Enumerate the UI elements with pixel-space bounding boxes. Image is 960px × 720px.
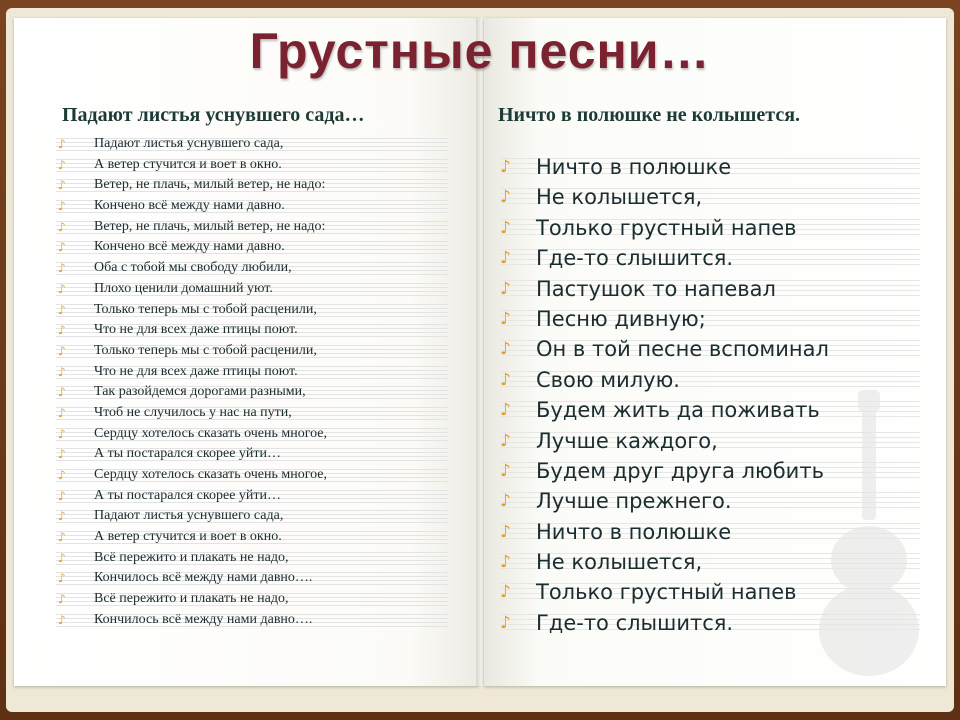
music-note-icon: ♪ bbox=[58, 571, 66, 586]
music-note-icon: ♪ bbox=[58, 261, 66, 276]
lyric-text: Падают листья уснувшего сада, bbox=[94, 136, 284, 151]
lyric-text: Ветер, не плачь, милый ветер, не надо: bbox=[94, 218, 326, 234]
left-song-title: Падают листья уснувшего сада… bbox=[62, 104, 365, 126]
lyric-line bbox=[56, 548, 448, 569]
lyric-text: Лучше прежнего. bbox=[536, 489, 732, 514]
lyric-line bbox=[500, 608, 920, 638]
music-note-icon: ♪ bbox=[500, 248, 511, 269]
lyric-line bbox=[56, 506, 448, 527]
right-song-lyrics bbox=[500, 152, 920, 638]
lyric-text: Ничто в полюшке bbox=[536, 155, 732, 179]
lyric-text: Только грустный напев bbox=[536, 580, 797, 605]
lyric-line bbox=[56, 527, 448, 548]
lyric-line bbox=[500, 456, 920, 486]
lyric-line bbox=[56, 424, 448, 445]
lyric-text: Кончено всё между нами давно. bbox=[94, 198, 285, 214]
music-note-icon: ♪ bbox=[500, 339, 511, 360]
music-note-icon: ♪ bbox=[500, 308, 511, 329]
music-note-icon: ♪ bbox=[58, 364, 66, 379]
music-note-icon: ♪ bbox=[500, 369, 511, 390]
music-note-icon: ♪ bbox=[58, 447, 66, 462]
music-note-icon: ♪ bbox=[500, 491, 511, 512]
music-note-icon: ♪ bbox=[58, 343, 66, 358]
lyric-line bbox=[500, 395, 920, 425]
lyric-line bbox=[56, 341, 448, 362]
lyric-text: Где-то слышится. bbox=[536, 246, 734, 271]
music-note-icon: ♪ bbox=[58, 157, 66, 172]
lyric-text: Не колышется, bbox=[536, 550, 703, 575]
music-note-icon: ♪ bbox=[58, 137, 66, 151]
lyric-text: Пастушок то напевал bbox=[536, 276, 776, 301]
lyric-text: Плохо ценили домашний уют. bbox=[94, 280, 273, 296]
lyric-line bbox=[56, 279, 448, 300]
music-note-icon: ♪ bbox=[500, 582, 511, 603]
lyric-text: Свою милую. bbox=[536, 367, 680, 392]
left-song-lyrics bbox=[56, 134, 448, 631]
music-note-icon: ♪ bbox=[58, 405, 66, 420]
lyric-line bbox=[56, 362, 448, 383]
lyric-text: Кончилось всё между нами давно…. bbox=[94, 611, 313, 627]
music-note-icon: ♪ bbox=[500, 430, 511, 451]
music-note-icon: ♪ bbox=[500, 187, 511, 208]
lyric-text: А ветер стучится и воет в окно. bbox=[94, 529, 282, 545]
lyric-text: Падают листья уснувшего сада, bbox=[94, 508, 284, 524]
music-note-icon: ♪ bbox=[58, 509, 66, 524]
music-note-icon: ♪ bbox=[500, 157, 511, 177]
right-song-title: Ничто в полюшке не колышется. bbox=[498, 104, 801, 126]
lyric-text: Будем друг друга любить bbox=[536, 458, 824, 483]
lyric-line bbox=[56, 465, 448, 486]
lyric-text: Сердцу хотелось сказать очень многое, bbox=[94, 425, 328, 441]
lyric-text: Ветер, не плачь, милый ветер, не надо: bbox=[94, 177, 326, 193]
music-note-icon: ♪ bbox=[58, 550, 66, 565]
lyric-text: Будем жить да поживать bbox=[536, 398, 820, 423]
music-note-icon: ♪ bbox=[58, 199, 66, 214]
lyric-text: Что не для всех даже птицы поют. bbox=[94, 322, 298, 338]
music-note-icon: ♪ bbox=[58, 612, 66, 627]
lyric-line bbox=[56, 300, 448, 321]
lyric-text: Не колышется, bbox=[536, 185, 703, 210]
lyric-text: Только теперь мы с тобой расценили, bbox=[94, 301, 317, 317]
lyric-text: Кончено всё между нами давно. bbox=[94, 239, 285, 255]
music-note-icon: ♪ bbox=[500, 400, 511, 421]
music-note-icon: ♪ bbox=[500, 521, 511, 542]
lyric-line bbox=[56, 444, 448, 465]
lyric-text: Сердцу хотелось сказать очень многое, bbox=[94, 467, 328, 482]
music-note-icon: ♪ bbox=[58, 219, 66, 234]
lyric-text: Всё пережито и плакать не надо, bbox=[94, 591, 289, 607]
music-note-icon: ♪ bbox=[58, 240, 66, 255]
lyric-text: А ветер стучится и воет в окно. bbox=[94, 156, 282, 172]
music-note-icon: ♪ bbox=[58, 178, 66, 193]
lyric-line bbox=[500, 517, 920, 547]
music-note-icon: ♪ bbox=[58, 426, 66, 441]
lyric-line bbox=[56, 196, 448, 217]
lyric-line bbox=[500, 243, 920, 273]
lyric-text: Он в той песне вспоминал bbox=[536, 337, 829, 362]
lyric-text: Всё пережито и плакать не надо, bbox=[94, 549, 289, 565]
lyric-line bbox=[56, 382, 448, 403]
lyric-text: Только грустный напев bbox=[536, 215, 797, 240]
lyric-line bbox=[56, 320, 448, 341]
lyric-text: Где-то слышится. bbox=[536, 610, 734, 635]
lyric-line bbox=[56, 258, 448, 279]
lyric-text: Ничто в полюшке bbox=[536, 519, 732, 544]
lyric-line bbox=[500, 577, 920, 607]
lyric-line bbox=[500, 274, 920, 304]
lyric-line bbox=[500, 213, 920, 243]
lyric-text: Только теперь мы с тобой расценили, bbox=[94, 342, 317, 358]
music-note-icon: ♪ bbox=[500, 278, 511, 299]
lyric-text: Так разойдемся дорогами разными, bbox=[94, 384, 306, 400]
lyric-line bbox=[56, 217, 448, 238]
music-note-icon: ♪ bbox=[58, 302, 66, 317]
music-note-icon: ♪ bbox=[58, 530, 66, 545]
lyric-line bbox=[56, 134, 448, 155]
lyric-text: Кончилось всё между нами давно…. bbox=[94, 570, 313, 586]
music-note-icon: ♪ bbox=[58, 468, 66, 482]
lyric-line bbox=[500, 334, 920, 364]
lyric-line bbox=[56, 589, 448, 610]
lyric-line bbox=[500, 426, 920, 456]
lyric-text: Лучше каждого, bbox=[536, 428, 718, 453]
lyric-line bbox=[500, 304, 920, 334]
lyric-text: А ты постарался скорее уйти… bbox=[94, 487, 282, 503]
music-note-icon: ♪ bbox=[500, 217, 511, 238]
lyric-text: А ты постарался скорее уйти… bbox=[94, 446, 282, 462]
lyric-line bbox=[500, 547, 920, 577]
lyric-text: Чтоб не случилось у нас на пути, bbox=[94, 404, 292, 420]
lyric-text: Песню дивную; bbox=[536, 306, 706, 331]
lyric-text: Оба с тобой мы свободу любили, bbox=[94, 260, 292, 276]
lyric-text: Что не для всех даже птицы поют. bbox=[94, 363, 298, 379]
music-note-icon: ♪ bbox=[500, 612, 511, 633]
lyric-line bbox=[56, 175, 448, 196]
lyric-line bbox=[500, 182, 920, 212]
lyric-line bbox=[56, 403, 448, 424]
music-note-icon: ♪ bbox=[58, 592, 66, 607]
lyric-line bbox=[500, 152, 920, 182]
lyric-line bbox=[500, 486, 920, 516]
page-title: Грустные песни… bbox=[249, 23, 711, 79]
music-note-icon: ♪ bbox=[58, 281, 66, 296]
music-note-icon: ♪ bbox=[58, 488, 66, 503]
lyric-line bbox=[500, 365, 920, 395]
lyric-line bbox=[56, 568, 448, 589]
music-note-icon: ♪ bbox=[58, 323, 66, 338]
lyric-line bbox=[56, 610, 448, 631]
lyric-line bbox=[56, 237, 448, 258]
music-note-icon: ♪ bbox=[500, 460, 511, 481]
music-note-icon: ♪ bbox=[500, 552, 511, 573]
music-note-icon: ♪ bbox=[58, 385, 66, 400]
lyric-line bbox=[56, 486, 448, 507]
lyric-line bbox=[56, 155, 448, 176]
